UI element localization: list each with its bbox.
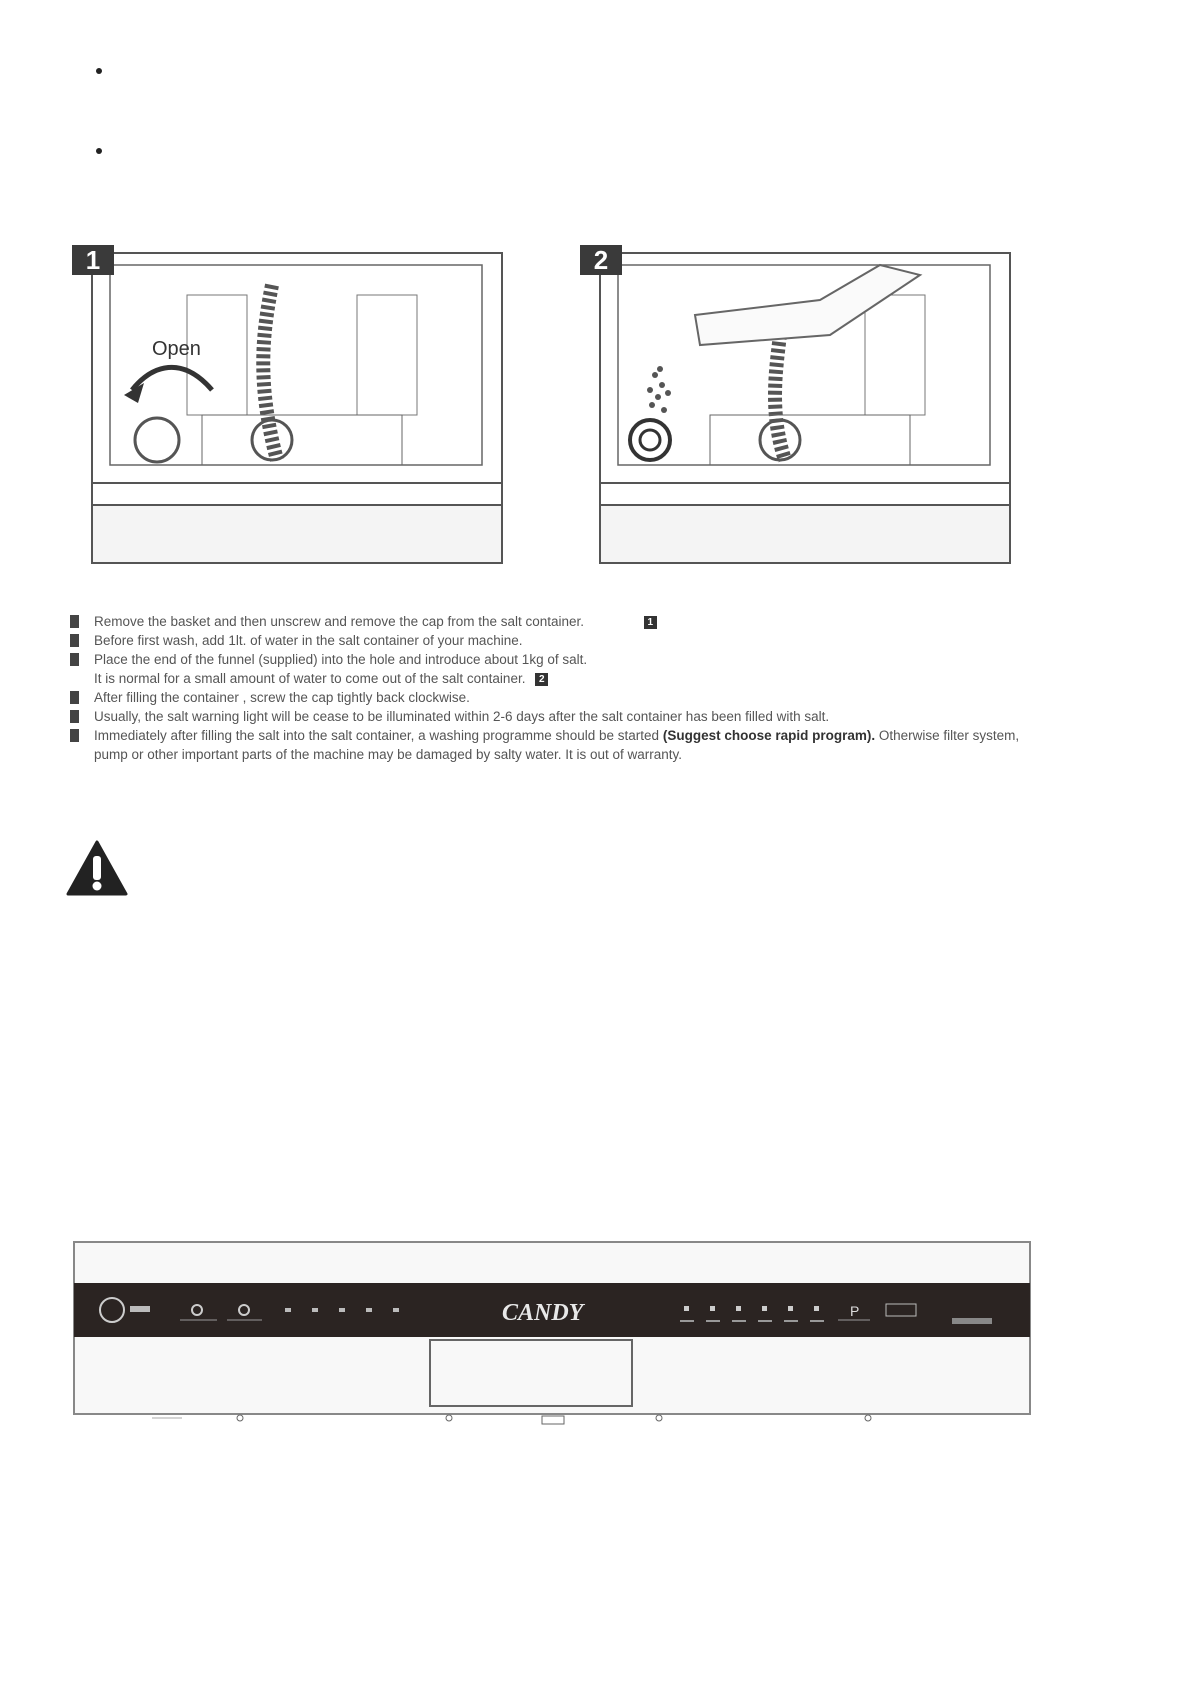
step-marker (70, 615, 79, 628)
instruction-line: Usually, the salt warning light will be cease to be illuminated within 2-6 days after the salt container has been filled with salt. (66, 707, 1036, 726)
figure-number-badge: 1 (72, 245, 114, 275)
salt-filling-instructions (66, 612, 1036, 764)
instruction-line: It is normal for a small amount of water to come out of the salt container. 2 (66, 669, 1036, 688)
warning-icon (66, 840, 128, 896)
step-marker (70, 691, 79, 704)
bullet-point (96, 148, 102, 154)
figure-reference-badge: 1 (644, 616, 657, 629)
step-marker (70, 634, 79, 647)
instruction-line: After filling the container , screw the cap tightly back clockwise. (66, 688, 1036, 707)
open-label: Open (152, 338, 201, 360)
figure-reference-badge: 2 (535, 673, 548, 686)
bullet-point (96, 68, 102, 74)
step-marker (70, 729, 79, 742)
program-button-label: P (850, 1303, 860, 1319)
brand-logo: CANDY (502, 1300, 584, 1326)
instruction-line: Place the end of the funnel (supplied) into the hole and introduce about 1kg of salt. (66, 650, 1036, 669)
step-marker (70, 710, 79, 723)
figure-1-open-salt-container (72, 245, 512, 575)
figure-2-fill-salt (580, 245, 1020, 575)
instruction-line: Immediately after filling the salt into the salt container, a washing programme should be started (Suggest choose rapid program). Otherwise filter system, pump or other important parts of the machine may be damaged by salty water. It is out of warranty. (66, 726, 1036, 764)
instruction-line: Remove the basket and then unscrew and remove the cap from the salt container. 1 (66, 612, 1036, 631)
dishwasher-illustration (580, 245, 1020, 575)
control-panel-illustration (72, 1240, 1032, 1426)
figure-number-badge: 2 (580, 245, 622, 275)
step-marker (70, 653, 79, 666)
recommendation-text: (Suggest choose rapid program). (662, 728, 876, 743)
instruction-line: Before first wash, add 1lt. of water in the salt container of your machine. (66, 631, 1036, 650)
dishwasher-illustration (72, 245, 512, 575)
